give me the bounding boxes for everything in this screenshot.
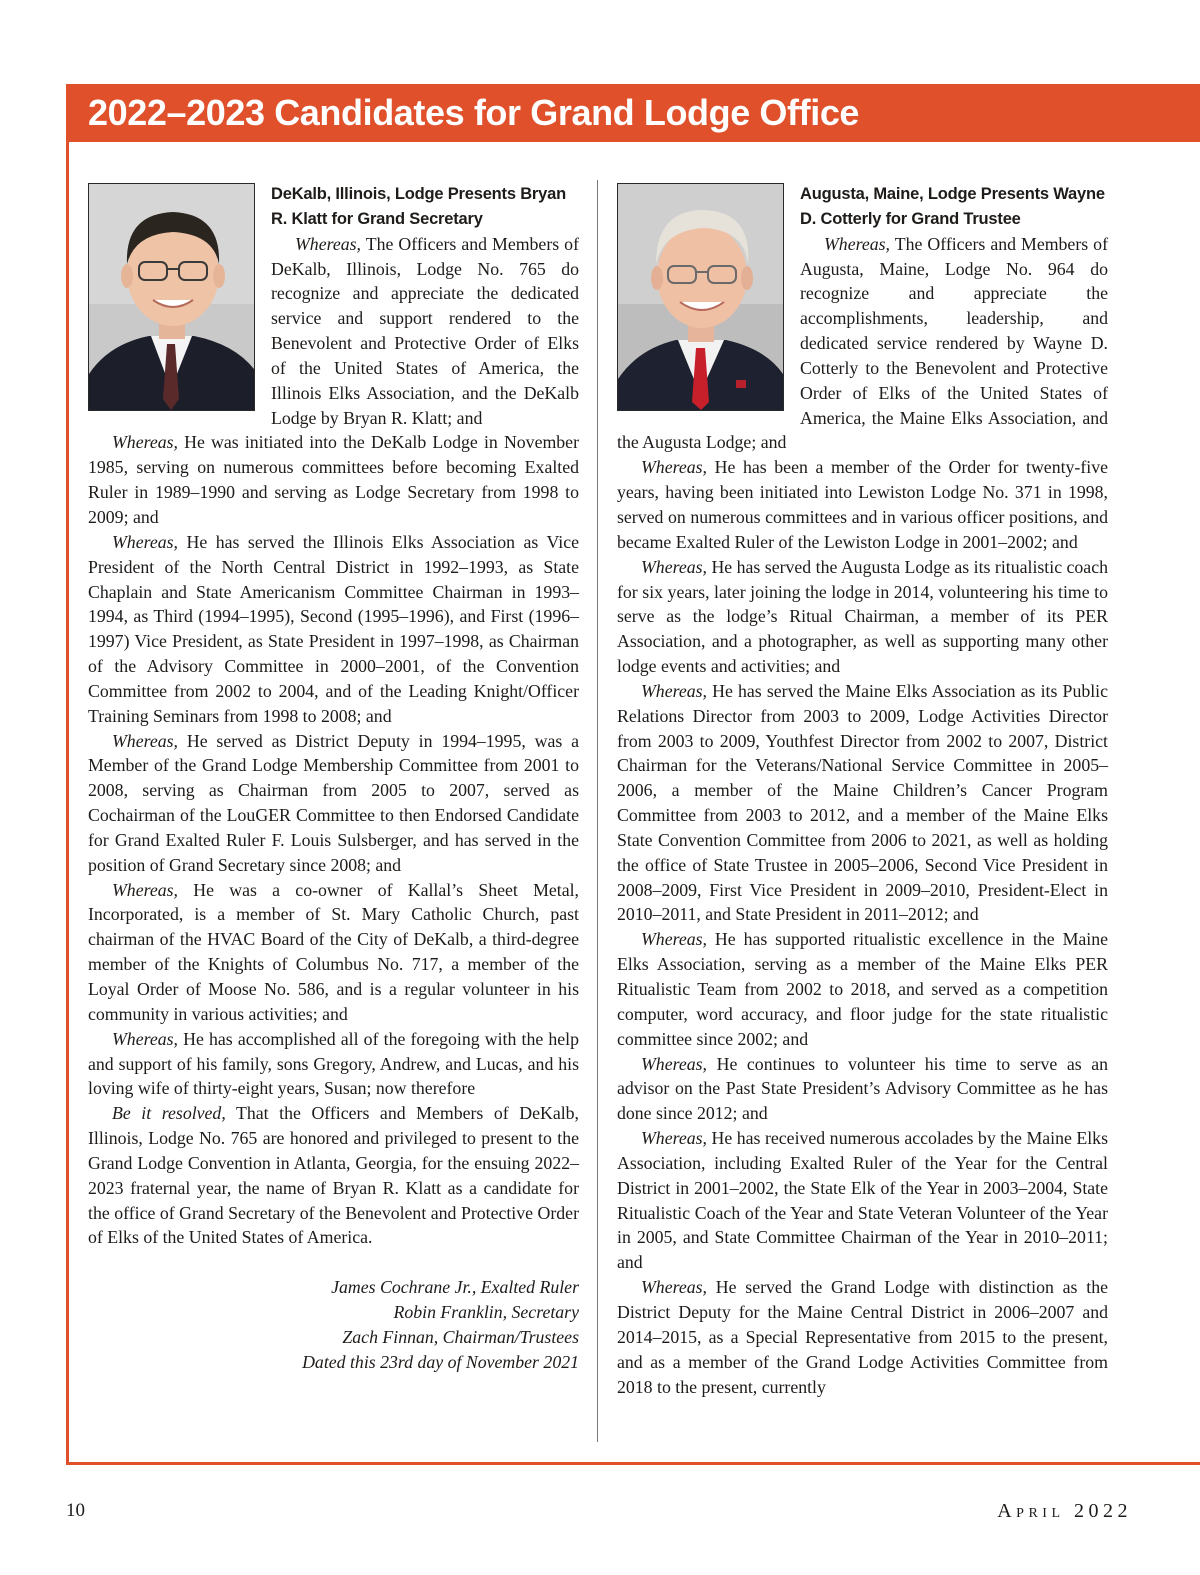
paragraph-text: He has served the Augusta Lodge as its ritualistic coach for six years, later joining the lodge in 2014, volunteering his time to serve as the lodge’s Ritual Chairman, a member of its PER Association, and a photographer, as well as supporting many other lodge events and activities; and bbox=[617, 556, 1108, 677]
paragraph-text: He has been a member of the Order for twenty-five years, having been initiated into Lewiston Lodge No. 371 in 1998, served on numerous committees and in various officer positions, and became Exalted Ruler of the Lewiston Lodge in 2001–2002; and bbox=[617, 457, 1108, 552]
resolution-paragraph bbox=[88, 430, 579, 529]
resolution-paragraph bbox=[88, 530, 579, 729]
paragraph-lead: Whereas, bbox=[112, 1028, 179, 1049]
paragraph-text: The Officers and Members of Augusta, Maine, Lodge No. 964 do recognize and appreciate the accomplishments, leadership, and dedicated service rendered by Wayne D. Cotterly to the Benevolent and Protective Order of Elks of the United States of America, the Maine Elks Association, and the Augusta Lodge; and bbox=[617, 233, 1108, 453]
resolution-paragraph bbox=[88, 1101, 579, 1250]
paragraph-lead: Whereas, bbox=[112, 879, 179, 900]
resolution-paragraph bbox=[88, 729, 579, 878]
resolution-paragraph bbox=[617, 1275, 1108, 1399]
paragraph-text: He has supported ritualistic excellence in the Maine Elks Association, serving as a member of the Maine Elks PER Ritualistic Team from 2002 to 2018, and served as a competition computer, word accuracy, and floor judge for the state ritualistic committee since 2002; and bbox=[617, 929, 1108, 1049]
paragraph-text: He was initiated into the DeKalb Lodge in November 1985, serving on numerous committees before becoming Exalted Ruler in 1989–1990 and serving as Lodge Secretary from 1998 to 2009; and bbox=[88, 432, 579, 527]
right-article-heading: Augusta, Maine, Lodge Presents Wayne D. Cotterly for Grand Trustee bbox=[800, 185, 1105, 228]
resolution-paragraph bbox=[617, 679, 1108, 927]
paragraph-lead: Whereas, bbox=[641, 1053, 708, 1074]
paragraph-text: He has served the Maine Elks Association as its Public Relations Director from 2003 to 2009, Lodge Activities Director from 2003 to 2009, Youthfest Director from 2002 to 2007, District Chairman for the Veterans/National Service Committee in 2005–2006, a member of the Maine Children’s Cancer Program Committee from 2003 to 2012, and a member of the Maine Elks State Convention Committee from 2006 to 2021, as well as holding the office of State Trustee in 2005–2006, Second Vice President in 2008–2009, First Vice President in 2009–2010, President-Elect in 2010–2011, and State President in 2011–2012; and bbox=[617, 680, 1108, 925]
paragraph-lead: Whereas, bbox=[641, 1128, 708, 1149]
candidate-photo-cotterly bbox=[617, 183, 784, 411]
paragraph-lead: Whereas, bbox=[112, 730, 179, 751]
resolution-paragraph bbox=[88, 878, 579, 1027]
resolution-paragraph bbox=[617, 555, 1108, 679]
paragraph-lead: Whereas, bbox=[112, 432, 179, 453]
left-article-heading: DeKalb, Illinois, Lodge Presents Bryan R. Klatt for Grand Secretary bbox=[271, 185, 566, 228]
paragraph-lead: Whereas, bbox=[641, 1277, 708, 1298]
paragraph-text: He served the Grand Lodge with distinction as the District Deputy for the Maine Central District in 2006–2007 and 2014–2015, as a Special Representative from 2015 to the present, and as a member of the Grand Lodge Activities Committee from 2018 to the present, currently bbox=[617, 1277, 1108, 1397]
title-banner bbox=[66, 84, 1200, 142]
paragraph-text: He has served the Illinois Elks Association as Vice President of the North Central District in 1992–1993, as State Chaplain and State Americanism Committee Chairman in 1993–1994, as Third (1994–1995), Second (1995–1996), and First (1996–1997) Vice President, as State President in 1997–1998, as Chairman of the Advisory Committee in 2000–2001, of the Convention Committee from 2002 to 2004, and of the Leading Knight/Officer Training Seminars from 1998 to 2008; and bbox=[88, 531, 579, 726]
resolution-paragraph bbox=[88, 1027, 579, 1102]
issue-date: April 2022 bbox=[997, 1500, 1132, 1522]
paragraph-text: He has accomplished all of the foregoing with the help and support of his family, sons Gregory, Andrew, and Lucas, and his loving wife of thirty-eight years, Susan; now therefore bbox=[88, 1028, 579, 1099]
portrait-illustration-klatt bbox=[89, 184, 254, 410]
paragraph-text: He has received numerous accolades by the Maine Elks Association, including Exalted Ruler of the Year for the Central District in 2001–2002, the State Elk of the Year in 2003–2004, State Ritualistic Coach of the Year and State Veteran Volunteer of the Year in 2005, and State Committee Chairman of the Year in 2010–2011; and bbox=[617, 1128, 1108, 1273]
paragraph-lead: Whereas, bbox=[112, 531, 179, 552]
portrait-illustration-cotterly bbox=[618, 184, 783, 410]
candidate-photo-klatt bbox=[88, 183, 255, 411]
resolution-paragraph bbox=[617, 455, 1108, 554]
paragraph-lead: Be it resolved, bbox=[112, 1103, 226, 1124]
paragraph-text: He served as District Deputy in 1994–1995, was a Member of the Grand Lodge Membership Committee from 2001 to 2008, serving as Chairman from 2005 to 2007, served as Cochairman of the LouGER Committee to then Endorsed Candidate for Grand Exalted Ruler F. Louis Sulsberger, and has served in the position of Grand Secretary since 2008; and bbox=[88, 730, 579, 875]
frame-left-rule bbox=[66, 142, 69, 1464]
paragraph-text: The Officers and Members of DeKalb, Illinois, Lodge No. 765 do recognize and appreciate the dedicated service and support rendered to the Benevolent and Protective Order of Elks of the United States of America, the Illinois Elks Association, and the DeKalb Lodge by Bryan R. Klatt; and bbox=[271, 233, 579, 428]
resolution-paragraph bbox=[617, 927, 1108, 1051]
paragraph-lead: Whereas, bbox=[641, 680, 708, 701]
paragraph-lead: Whereas, bbox=[641, 929, 708, 950]
paragraph-text: He was a co-owner of Kallal’s Sheet Metal, Incorporated, is a member of St. Mary Catholic Church, past chairman of the HVAC Board of the City of DeKalb, a third-degree member of the Knights of Columbus No. 717, a member of the Loyal Order of Moose No. 586, and is a regular volunteer in his community in various activities; and bbox=[88, 879, 579, 1024]
signature-line: Dated this 23rd day of November 2021 bbox=[302, 1351, 579, 1372]
paragraph-lead: Whereas, bbox=[641, 457, 708, 478]
resolution-paragraph bbox=[617, 1126, 1108, 1275]
paragraph-lead: Whereas, bbox=[824, 233, 891, 254]
page-number: 10 bbox=[66, 1500, 85, 1521]
paragraph-lead: Whereas, bbox=[295, 233, 362, 254]
right-article bbox=[617, 182, 1108, 1399]
frame-bottom-rule bbox=[66, 1462, 1200, 1465]
paragraph-lead: Whereas, bbox=[641, 556, 708, 577]
signature-block bbox=[88, 1275, 579, 1374]
left-article bbox=[88, 182, 579, 1375]
signature-line: Robin Franklin, Secretary bbox=[393, 1301, 579, 1322]
signature-line: James Cochrane Jr., Exalted Ruler bbox=[331, 1277, 579, 1298]
resolution-paragraph bbox=[617, 1052, 1108, 1127]
page-title: 2022–2023 Candidates for Grand Lodge Office bbox=[88, 92, 860, 133]
paragraph-text: He continues to volunteer his time to serve as an advisor on the Past State President’s Advisory Committee as he has done since 2012; and bbox=[617, 1053, 1108, 1124]
column-divider bbox=[597, 180, 598, 1442]
signature-line: Zach Finnan, Chairman/Trustees bbox=[342, 1326, 579, 1347]
paragraph-text: That the Officers and Members of DeKalb, Illinois, Lodge No. 765 are honored and privileged to present to the Grand Lodge Convention in Atlanta, Georgia, for the ensuing 2022–2023 fraternal year, the name of Bryan R. Klatt as a candidate for the office of Grand Secretary of the Benevolent and Protective Order of Elks of the United States of America. bbox=[88, 1103, 579, 1248]
